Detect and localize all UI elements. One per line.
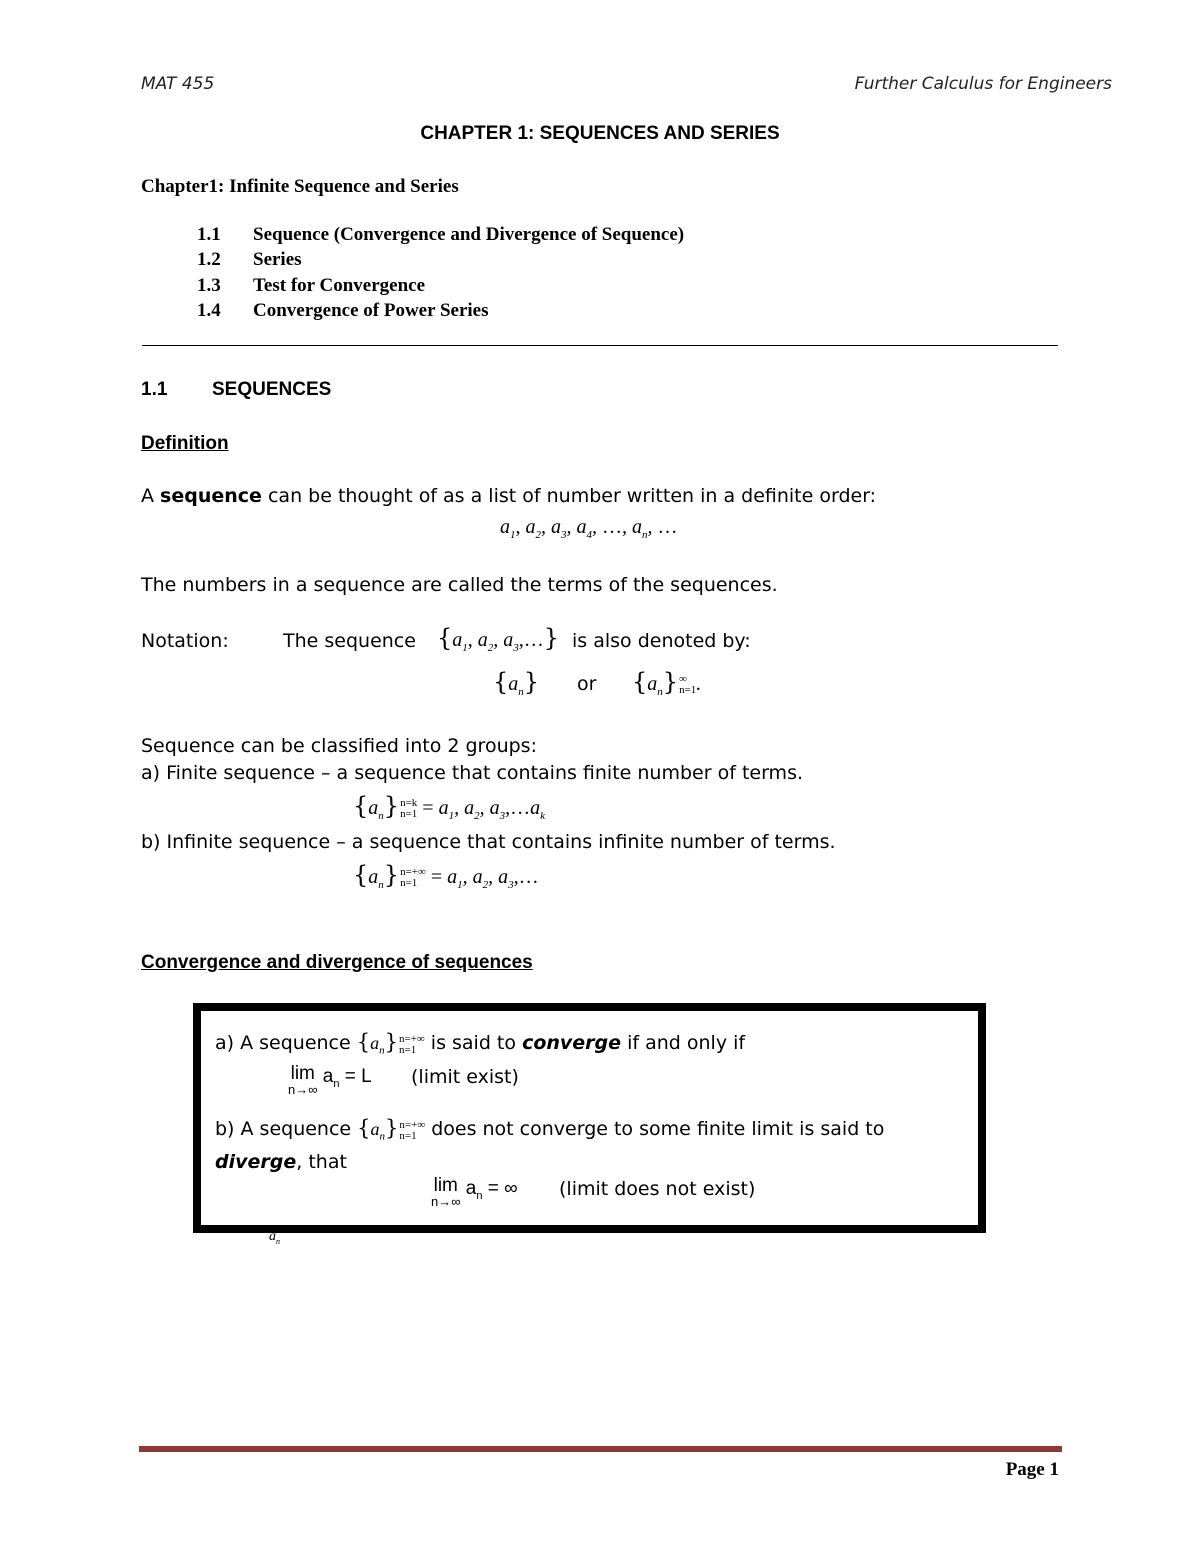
- lim-expr: a: [465, 1178, 477, 1199]
- toc-item-label: Sequence (Convergence and Divergence of Sequence): [253, 224, 685, 245]
- toc-item-label: Series: [253, 249, 302, 270]
- definition-term: sequence: [160, 485, 262, 507]
- lim-subscript: n→∞: [288, 1082, 318, 1097]
- converge-def-pre: a) A sequence: [215, 1032, 351, 1054]
- terms-sentence: The numbers in a sequence are called the terms of the sequences.: [141, 574, 778, 596]
- lim-label: lim: [433, 1175, 458, 1196]
- diverge-term: diverge: [215, 1151, 297, 1173]
- definition-heading: Definition: [141, 433, 229, 454]
- notation-indexed-formula: $\{a_n\}\infty$ n=1.: [632, 668, 702, 698]
- notation-or: or: [577, 673, 597, 695]
- notation-short-formula: $\{a_n\}$: [493, 668, 540, 698]
- lim-equals-L: = L: [339, 1066, 372, 1087]
- diverge-def-line2: [215, 1151, 347, 1173]
- toc-item-num: 1.4: [197, 300, 221, 321]
- finite-sequence-formula: $\{a_n\}n=k$ $n=1 = a_1$, $a_2$, $a_3,\dots a_k$: [353, 792, 545, 822]
- infinite-sequence-text: b) Infinite sequence – a sequence that contains infinite number of terms.: [141, 831, 836, 853]
- limit-exist-note: (limit exist): [411, 1066, 519, 1088]
- notation-text-post: is also denoted by:: [572, 630, 751, 652]
- toc-item-num: 1.2: [197, 249, 221, 270]
- lim-equals-infinity: = ∞: [482, 1178, 518, 1199]
- notation-text-pre: The sequence: [283, 630, 416, 652]
- diverge-def-post: does not converge to some finite limit is said to: [431, 1118, 885, 1140]
- converge-def-line: a) A sequence $\{a_n\}n=+\infty$ n=1 is said to converge if and only if: [215, 1030, 746, 1057]
- lim-expr-sub: n: [476, 1189, 483, 1202]
- divider-line: [142, 345, 1058, 346]
- finite-sequence-text: a) Finite sequence – a sequence that contains finite number of terms.: [141, 762, 804, 784]
- lim-label: lim: [290, 1063, 315, 1084]
- notation-set-formula: {$a_1$, $a_2$, $a_3,\dots$}: [437, 624, 560, 654]
- header-course-code: MAT 455: [141, 74, 215, 94]
- stray-an-symbol: $a_n$: [269, 1229, 280, 1246]
- footer-bar: [139, 1446, 1062, 1452]
- converge-def-mid: is said to: [430, 1032, 517, 1054]
- header-course-title: Further Calculus for Engineers: [854, 74, 1112, 94]
- lim-subscript: n→∞: [431, 1194, 461, 1209]
- notation-label: Notation:: [141, 630, 229, 652]
- infinite-sequence-formula: $\{a_n\}n=+\infty$ $n=1 = a_1$, $a_2$, $a_3,\dots$: [353, 861, 539, 891]
- converge-limit-formula: [288, 1063, 372, 1098]
- classify-text: Sequence can be classified into 2 groups:: [141, 735, 537, 757]
- diverge-def-pre: b) A sequence: [215, 1118, 352, 1140]
- diverge-def-post2: , that: [296, 1151, 347, 1173]
- toc-item-label: Convergence of Power Series: [253, 300, 489, 321]
- definition-text-pre: A: [141, 485, 161, 507]
- diverge-def-line: b) A sequence $\{a_n\}n=+\infty$ n=1 does not converge to some finite limit is said to: [215, 1116, 885, 1143]
- toc-heading: Chapter1: Infinite Sequence and Series: [141, 176, 459, 197]
- sequence-terms-formula: $a_1$, $a_2$, $a_3$, $a_4$, …, $a_n$, …: [500, 516, 678, 541]
- lim-expr-sub: n: [333, 1077, 340, 1090]
- toc-item-num: 1.3: [197, 275, 221, 296]
- toc-item-num: 1.1: [197, 224, 221, 245]
- definition-text: [141, 485, 876, 507]
- converge-def-post: if and only if: [627, 1032, 746, 1054]
- page-number: Page 1: [1005, 1459, 1059, 1480]
- convergence-heading: Convergence and divergence of sequences: [141, 952, 533, 973]
- converge-term: converge: [522, 1032, 622, 1054]
- diverge-limit-formula: [431, 1175, 518, 1210]
- chapter-title: CHAPTER 1: SEQUENCES AND SERIES: [420, 123, 780, 144]
- definition-text-post: can be thought of as a list of number written in a definite order:: [261, 485, 877, 507]
- limit-not-exist-note: (limit does not exist): [559, 1178, 756, 1200]
- toc-item-label: Test for Convergence: [253, 275, 426, 296]
- section-number: 1.1: [141, 379, 168, 400]
- section-title: SEQUENCES: [212, 379, 332, 400]
- lim-expr: a: [322, 1066, 334, 1087]
